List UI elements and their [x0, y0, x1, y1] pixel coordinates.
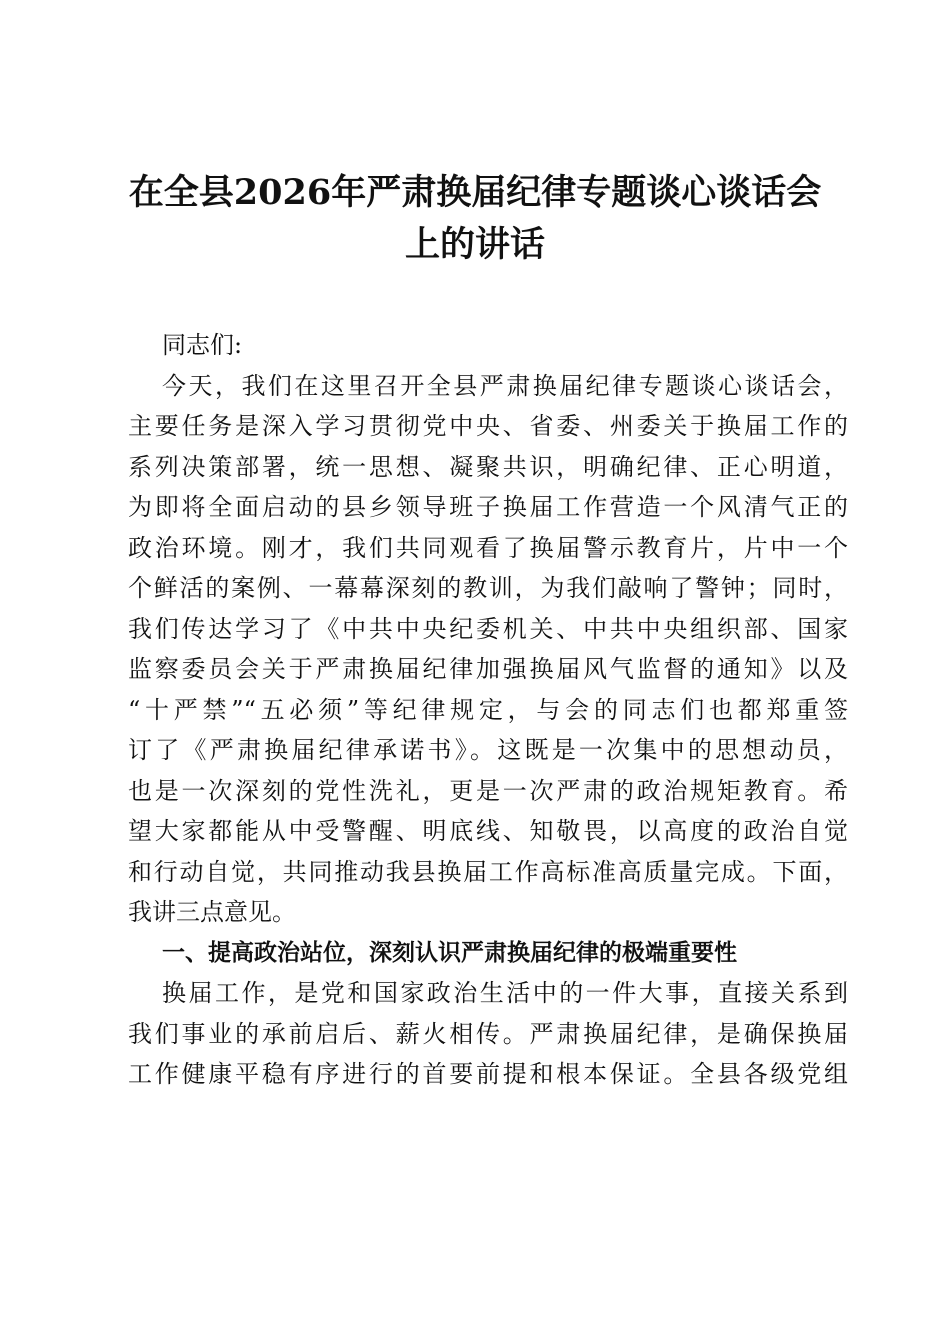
- title-line-2: 上的讲话: [404, 224, 545, 265]
- paragraph-1-line: 望大家都能从中受警醒、明底线、知敬畏，以高度的政治自觉: [128, 817, 848, 845]
- section-1-heading: 一、提高政治站位，深刻认识严肃换届纪律的极端重要性: [162, 939, 737, 966]
- paragraph-1-line: 主要任务是深入学习贯彻党中央、省委、州委关于换届工作的: [128, 412, 848, 440]
- document-body: [128, 325, 848, 1095]
- paragraph-1-line: 也是一次深刻的党性洗礼，更是一次严肃的政治规矩教育。希: [128, 776, 848, 805]
- paragraph-1-line: 系列决策部署，统一思想、凝聚共识，明确纪律、正心明道，: [128, 452, 848, 481]
- title-line-1: 在全县2026年严肃换届纪律专题谈心谈话会: [128, 172, 822, 213]
- paragraph-1-line: 今天，我们在这里召开全县严肃换届纪律专题谈心谈话会，: [162, 371, 848, 400]
- document-title: [100, 167, 850, 271]
- paragraph-1-line: 政治环境。刚才，我们共同观看了换届警示教育片，片中一个: [128, 533, 848, 562]
- paragraph-1-line: 为即将全面启动的县乡领导班子换届工作营造一个风清气正的: [128, 493, 848, 521]
- paragraph-2-line: 换届工作，是党和国家政治生活中的一件大事，直接关系到: [162, 979, 848, 1007]
- paragraph-1-line: 订了《严肃换届纪律承诺书》。这既是一次集中的思想动员，: [128, 736, 848, 764]
- paragraph-1-line: 监察委员会关于严肃换届纪律加强换届风气监督的通知》以及: [128, 655, 848, 683]
- greeting: 同志们:: [162, 331, 243, 359]
- paragraph-2-line: 我们事业的承前启后、薪火相传。严肃换届纪律，是确保换届: [128, 1019, 848, 1048]
- paragraph-1-line: 我们传达学习了《中共中央纪委机关、中共中央组织部、国家: [128, 614, 848, 643]
- paragraph-1-line: “十严禁”“五必须”等纪律规定，与会的同志们也都郑重签: [128, 695, 848, 724]
- paragraph-1-line: 个鲜活的案例、一幕幕深刻的教训，为我们敲响了警钟；同时，: [128, 574, 848, 602]
- paragraph-1-line: 和行动自觉，共同推动我县换届工作高标准高质量完成。下面，: [128, 857, 848, 886]
- paragraph-2-line: 工作健康平稳有序进行的首要前提和根本保证。全县各级党组: [128, 1060, 848, 1088]
- paragraph-1-line: 我讲三点意见。: [128, 898, 296, 926]
